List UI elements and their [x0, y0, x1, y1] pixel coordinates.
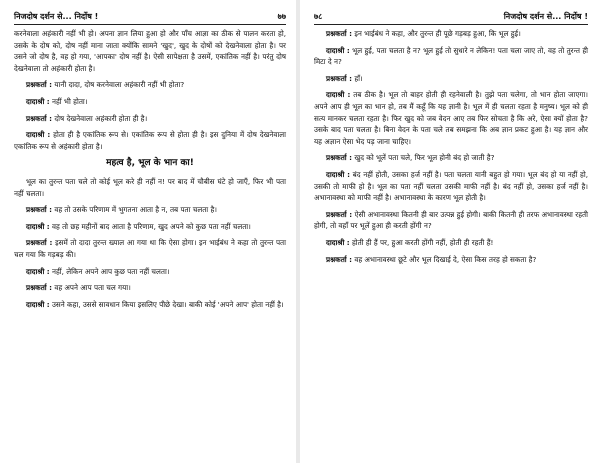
question-text: ऐसी अभानावस्था कितनी ही बार उत्पन्न हुई होगी। बाकी कितनी ही तरफ अभानावस्था रहती होगी, तो वहाँ पर भूलें हुआ ही करती होंगी न?: [314, 209, 588, 231]
speaker-label: प्रश्नकर्ता :: [26, 80, 53, 90]
right-page-body: [314, 28, 588, 265]
speaker-label: दादाश्री :: [26, 96, 50, 106]
right-page-number: ७८: [314, 11, 323, 21]
right-answer-2: [314, 89, 588, 147]
question-text: हाँ।: [354, 73, 363, 83]
right-question-3: [314, 152, 588, 164]
speaker-label: प्रश्नकर्ता :: [326, 153, 353, 163]
left-header-title: निजदोष दर्शन से... निर्दोष !: [14, 11, 99, 21]
left-question-2: [14, 113, 286, 125]
left-question-5: [14, 282, 286, 294]
right-page: [300, 0, 600, 463]
answer-text: बंद नहीं होती, उसका हर्ज नहीं है। पता चलता यानी बहुत हो गया। भूल बंद हो या नहीं हो, उसकी तो माफी हो है। भूल का पता नहीं चलता उसकी माफी नहीं है। बंद नहीं हो, उसका हर्ज नहीं है। अभानावस्था को माफी नहीं है। अभानावस्था के कारण भूल होती है।: [314, 169, 588, 203]
right-question-1: [314, 28, 588, 40]
speaker-label: प्रश्नकर्ता :: [326, 209, 353, 219]
speaker-label: प्रश्नकर्ता :: [326, 73, 353, 83]
left-question-1: [14, 79, 286, 91]
speaker-label: दादाश्री :: [26, 221, 50, 231]
speaker-label: दादाश्री :: [26, 266, 50, 276]
speaker-label: दादाश्री :: [26, 130, 51, 140]
speaker-label: दादाश्री :: [326, 90, 351, 100]
answer-text: होती ही हैं पर, हुआ करती होंगी नहीं, होती ही रहती हैं!: [351, 237, 494, 247]
right-answer-3: [314, 169, 588, 204]
left-page: [0, 0, 296, 463]
answer-text: उसने कहा, उससे सावधान किया इसलिए पीछे देखा। बाकी कोई 'अपने आप' होता नहीं है।: [51, 299, 284, 309]
question-text: इसमें तो दादा तुरन्त ख्याल आ गया था कि ऐसा होगा। इन भाईबंध ने कहा तो तुरन्त पता चल गया कि गड़बड़ की।: [14, 238, 286, 259]
right-header-title: निजदोष दर्शन से... निर्दोष !: [503, 11, 588, 21]
speaker-label: प्रश्नकर्ता :: [326, 254, 353, 264]
left-question-3: [14, 204, 286, 216]
speaker-label: दादाश्री :: [326, 169, 351, 179]
right-answer-1: [314, 45, 588, 68]
speaker-label: दादाश्री :: [326, 45, 350, 55]
speaker-label: प्रश्नकर्ता :: [326, 29, 353, 38]
left-question-4: [14, 237, 286, 260]
right-page-header: [314, 10, 588, 25]
speaker-label: प्रश्नकर्ता :: [26, 283, 53, 293]
left-page-number: ७७: [277, 11, 286, 21]
left-answer-2: [14, 129, 286, 152]
question-text: वह अपने आप पता चल गया।: [54, 283, 131, 293]
question-text: वह तो उसके परिणाम में भुगतना आता है न, तब पता चलता है।: [54, 205, 217, 215]
answer-text: नहीं भी होता।: [51, 96, 88, 106]
question-text: खुद को भूलें पता चले, फिर भूल होनी बंद हो जाती है?: [354, 153, 495, 163]
left-answer-1: [14, 96, 286, 108]
speaker-label: प्रश्नकर्ता :: [26, 238, 53, 248]
right-question-5: [314, 254, 588, 266]
answer-text: भूल हुई, पता चलता है न? भूल हुई तो सुधारे न लेकिन! पता चला जाए तो, वह तो तुरन्त ही मिटा दे न?: [314, 45, 588, 67]
left-answer-3: [14, 221, 286, 233]
right-answer-4: [314, 237, 588, 249]
left-answer-5: [14, 299, 286, 311]
left-page-header: [14, 10, 286, 25]
question-text: यानी दादा, दोष करनेवाला अहंकारी नहीं भी होता?: [54, 80, 185, 90]
left-paragraph-2: भूल का तुरन्त पता चले तो कोई भूल करे ही नहीं न! पर बाद में चौबीस घंटे हो जाएँ, फिर भी पता नहीं चलता।: [14, 176, 286, 198]
speaker-label: प्रश्नकर्ता :: [26, 113, 53, 123]
speaker-label: दादाश्री :: [26, 299, 50, 309]
question-text: इन भाईबंध ने कहा, और तुरन्त ही पूछे गड़बड़ हुआ, कि भूल हुई।: [354, 29, 521, 38]
right-question-4: [314, 209, 588, 232]
question-text: दोष देखनेवाला अहंकारी होता ही है।: [54, 113, 148, 123]
left-paragraph-1: करनेवाला अहंकारी नहीं भी हो। अपना ज्ञान लिया हुआ हो और पाँच आज्ञा का ठीक से पालन करता हो, उसके के दोष को, दोष नहीं माना जाता क्योंकि सामने 'खुद', खुद के दोषों को देखनेवाला होता है। पर उसने जो दोष है, वह हो गया, 'आपका' दोष नहीं है। ऐसी सापेक्षता है उसमें, एकांतिक नहीं है। परंतु दोष देखनेवाला तो अहंकारी होता है।: [14, 29, 286, 73]
question-text: वह अभानावस्था छूटे और भूल दिखाई दे, ऐसा किस तरह हो सकता है?: [354, 254, 537, 264]
section-heading: महत्व है, भूल के भान का!: [106, 158, 194, 169]
answer-text: नहीं, लेकिन अपने आप कुछ पता नहीं चलता।: [51, 266, 170, 276]
left-answer-4: [14, 266, 286, 278]
answer-text: वह तो छह महीनों बाद आता है परिणाम, खुद अपने को कुछ पता नहीं चलता।: [51, 221, 251, 231]
right-question-2: [314, 73, 588, 85]
speaker-label: प्रश्नकर्ता :: [26, 205, 53, 215]
left-page-body: [14, 28, 286, 310]
speaker-label: दादाश्री :: [326, 237, 350, 247]
answer-text: तब ठीक है। भूल तो बाहर होती ही रहनेवाली है। तुझे पता चलेगा, तो भान होता जाएगा। अपने आप ही भूल का भान हो, तब मैं कहूँ कि यह ज्ञानी है। भूल में ही चलता रहता है मनुष्य। भूल को ही सत्य मानकर चलता रहता है। फिर खुद को जब वेदन आए तब फिर सोचता है कि अरे, ऐसा क्यों होता है? उसके बाद पता चलता है। बिना वेदन के पता चले तब समझना कि अब ज्ञान प्रकट हुआ है। यह ज्ञान और यह अज्ञान ऐसा भेद पड़ जाना चाहिए।: [314, 90, 588, 146]
answer-text: होता ही है एकांतिक रूप से। एकांतिक रूप से होता ही है। इस दुनिया में दोष देखनेवाला एकांतिक रूप से अहंकारी होता है।: [14, 130, 287, 151]
